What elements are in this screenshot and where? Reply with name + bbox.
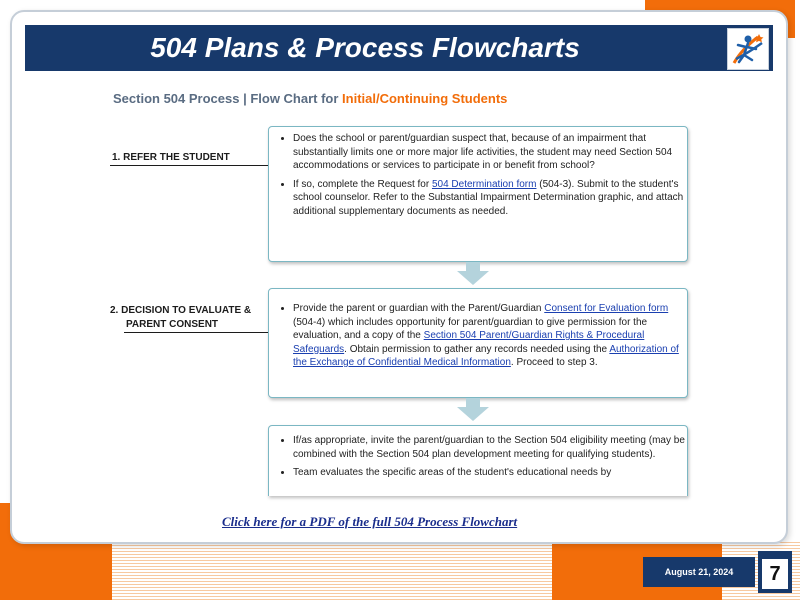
step-2-connector [124,332,268,333]
step-2-box [268,288,688,398]
full-flowchart-pdf-link[interactable]: Click here for a PDF of the full 504 Process Flowchart [222,514,518,529]
heading-prefix: Section 504 Process | Flow Chart for [113,91,343,106]
down-arrow-icon [455,262,491,286]
slide-date: August 21, 2024 [643,557,755,587]
slide-title: 504 Plans & Process Flowcharts [150,32,580,63]
step-1-label: 1. REFER THE STUDENT [112,152,230,163]
step-3-bullet-2: • Team evaluates the specific areas of the student's educational needs by [293,466,687,480]
step-1-bullet-2-pre: If so, complete the Request for [293,178,432,190]
authorization-exchange-link[interactable]: Authorization of the Exchange of Confidential Medical Information [293,343,679,368]
consent-form-link[interactable]: Consent for Evaluation form [544,303,669,314]
step-1-bullet-1: • Does the school or parent/guardian suspect that, because of an impairment that substantially limits one or more major life activities, the student may need Section 504 accommodations or services to participate in or benefit from school? [293,132,687,173]
step-2-text-3: . Obtain permission to gather any records needed using the [344,343,610,355]
figure-logo-icon [727,28,769,70]
flowchart-heading [113,91,507,106]
step-1-box [268,126,688,262]
step-2-bullet-1 [293,302,687,370]
step-2-label-line-2: PARENT CONSENT [126,319,219,330]
step-2-label-line-1: 2. DECISION TO EVALUATE & [110,305,252,316]
step-1-bullet-2-post: (504-3). Submit to the student's school counselor. Refer to the Substantial Impairment Determination graphic, and attach additional supplementary documents as needed. [293,178,684,217]
step-3-bullet-1: • If/as appropriate, invite the parent/guardian to the Section 504 eligibility meeting (may be combined with the Section 504 plan development meeting for qualifying students). [293,434,687,461]
rights-safeguards-link[interactable]: Section 504 Parent/Guardian Rights & Procedural Safeguards [293,330,645,355]
page-number: 7 [762,559,788,589]
heading-accent: Initial/Continuing Students [342,91,508,106]
step-2-text-4: . Proceed to step 3. [510,357,598,368]
step-2-text-1: Provide the parent or guardian with the Parent/Guardian [293,303,545,314]
down-arrow-icon [455,398,491,422]
step-3-box [268,425,688,496]
page-number-box [758,551,792,593]
step-2-text-2: (504-4) which includes opportunity for parent/guardian to give permission for the evaluation, and a copy of the [293,316,648,341]
determination-form-link[interactable]: 504 Determination form [431,178,537,190]
title-bar [25,25,773,71]
step-1-connector [110,165,268,166]
step-1-bullet-2 [293,178,687,219]
